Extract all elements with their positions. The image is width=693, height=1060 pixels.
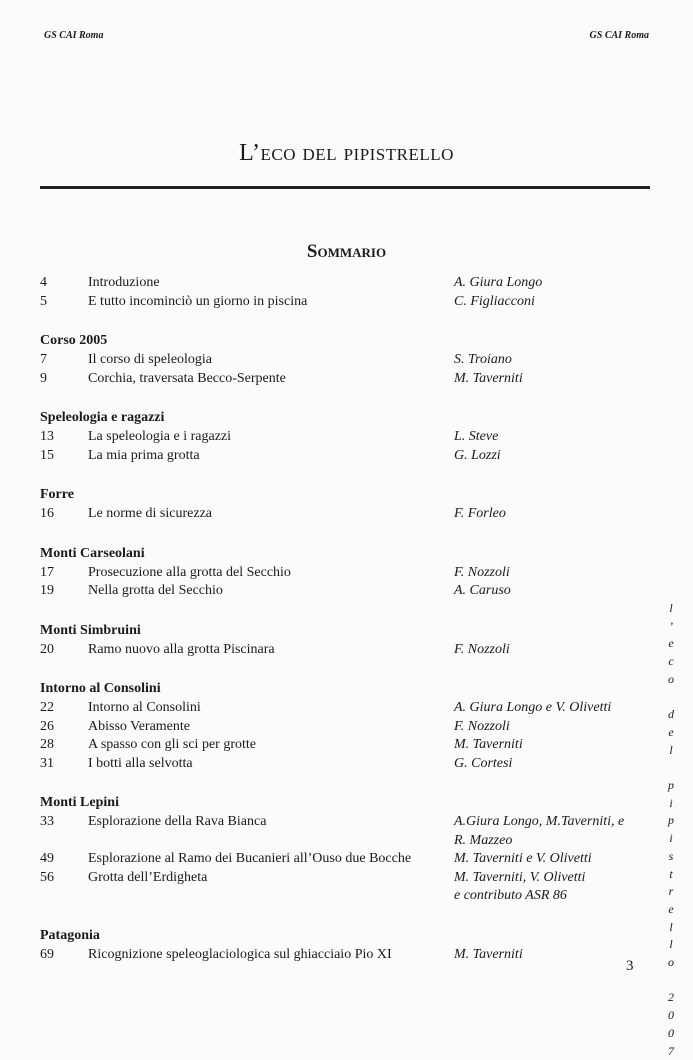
entry-author: A. Giura Longo e V. Olivetti bbox=[454, 700, 612, 715]
toc-entry bbox=[40, 641, 630, 660]
entry-author: G. Cortesi bbox=[454, 755, 513, 771]
entry-title: A spasso con gli sci per grotte bbox=[88, 737, 256, 752]
entry-title: Grotta dell’Erdigheta bbox=[88, 869, 208, 885]
title-rest: eco del pipistrello bbox=[260, 140, 454, 166]
entry-title: Esplorazione al Ramo dei Bucanieri all’Ouso due Bocche bbox=[88, 851, 412, 866]
side-char: o bbox=[668, 671, 674, 686]
page-title bbox=[0, 140, 693, 167]
section-heading: Monti Lepini bbox=[40, 795, 119, 810]
section-heading: Speleologia e ragazzi bbox=[40, 410, 165, 425]
side-char: ’ bbox=[669, 618, 673, 633]
entry-author: M. Taverniti bbox=[454, 370, 523, 386]
toc-entry bbox=[40, 946, 630, 965]
section-heading: Patagonia bbox=[40, 927, 100, 943]
section-heading: Corso 2005 bbox=[40, 333, 108, 348]
entry-author: M. Taverniti bbox=[454, 737, 523, 752]
side-char: l bbox=[669, 937, 673, 952]
entry-title: Corchia, traversata Becco-Serpente bbox=[88, 370, 286, 386]
entry-author: A. Giura Longo bbox=[454, 275, 543, 290]
side-char: s bbox=[668, 848, 674, 863]
entry-author: A.Giura Longo, M.Taverniti, e bbox=[454, 814, 625, 829]
toc-entry bbox=[40, 813, 630, 832]
side-char: c bbox=[668, 654, 674, 669]
entry-title: Le norme di sicurezza bbox=[88, 506, 212, 521]
entry-author: L. Steve bbox=[454, 429, 499, 444]
toc-entry bbox=[40, 351, 630, 370]
subtitle: Sommario bbox=[306, 241, 387, 262]
entry-title: Introduzione bbox=[88, 275, 160, 290]
title-first: L’ bbox=[239, 140, 261, 166]
side-char: 2 bbox=[668, 990, 674, 1005]
toc-entry bbox=[40, 370, 630, 389]
section-heading: Monti Simbruini bbox=[40, 622, 141, 638]
toc-entry bbox=[40, 564, 630, 583]
entry-page: 17 bbox=[40, 564, 54, 580]
entry-page: 20 bbox=[40, 641, 54, 657]
entry-author: C. Figliacconi bbox=[454, 293, 535, 309]
entry-page: 5 bbox=[40, 293, 47, 309]
entry-page: 22 bbox=[40, 700, 54, 715]
toc-entry bbox=[40, 274, 630, 293]
toc-entry bbox=[40, 718, 630, 737]
side-char: 0 bbox=[668, 1008, 674, 1023]
entry-title: Nella grotta del Secchio bbox=[88, 583, 223, 598]
entry-title: Ricognizione speleoglaciologica sul ghiacciaio Pio XI bbox=[88, 946, 392, 962]
entry-title: Ramo nuovo alla grotta Piscinara bbox=[88, 641, 275, 657]
entry-title: La speleologia e i ragazzi bbox=[88, 429, 232, 444]
section-heading: Monti Carseolani bbox=[40, 545, 145, 561]
side-char: l bbox=[669, 742, 673, 757]
entry-page: 49 bbox=[40, 851, 54, 866]
side-char: 7 bbox=[668, 1043, 674, 1058]
entry-title: Abisso Veramente bbox=[88, 718, 190, 734]
entry-title: Intorno al Consolini bbox=[88, 700, 201, 715]
side-char bbox=[664, 759, 678, 777]
side-char: p bbox=[668, 813, 674, 828]
vertical-side-text bbox=[664, 600, 678, 1060]
table-of-contents bbox=[40, 274, 630, 964]
entry-author: F. Forleo bbox=[454, 506, 506, 521]
entry-page: 4 bbox=[40, 275, 47, 290]
entry-page: 28 bbox=[40, 737, 54, 752]
side-char: i bbox=[669, 795, 673, 810]
header-left: GS CAI Roma bbox=[44, 30, 104, 41]
entry-page: 33 bbox=[40, 814, 54, 829]
entry-title: Il corso di speleologia bbox=[88, 352, 213, 367]
entry-page: 13 bbox=[40, 429, 54, 444]
entry-author: F. Nozzoli bbox=[454, 718, 510, 734]
section-heading: Intorno al Consolini bbox=[40, 681, 161, 696]
side-char: o bbox=[668, 955, 674, 970]
side-char: p bbox=[668, 778, 674, 793]
entry-page: 69 bbox=[40, 946, 54, 962]
entry-page: 9 bbox=[40, 370, 47, 386]
side-char: e bbox=[668, 724, 674, 739]
entry-page: 7 bbox=[40, 352, 47, 367]
side-char: i bbox=[669, 831, 673, 846]
toc-entry bbox=[40, 582, 630, 601]
toc-entry bbox=[40, 293, 630, 312]
side-char: r bbox=[668, 884, 674, 899]
entry-author: F. Nozzoli bbox=[454, 564, 510, 580]
entry-page: 31 bbox=[40, 755, 54, 771]
side-char: 0 bbox=[668, 1025, 674, 1040]
side-char: e bbox=[668, 636, 674, 651]
entry-author-continued: e contributo ASR 86 bbox=[454, 888, 567, 903]
entry-title: La mia prima grotta bbox=[88, 447, 200, 463]
section-heading: Forre bbox=[40, 487, 74, 502]
title-rule bbox=[40, 186, 650, 189]
side-char: l bbox=[669, 601, 673, 615]
entry-author: S. Troiano bbox=[454, 352, 512, 367]
side-char: t bbox=[669, 866, 673, 881]
entry-author: M. Taverniti, V. Olivetti bbox=[454, 869, 586, 885]
entry-author: M. Taverniti bbox=[454, 946, 523, 962]
entry-author-continued: R. Mazzeo bbox=[454, 832, 513, 848]
entry-title: Prosecuzione alla grotta del Secchio bbox=[88, 564, 291, 580]
toc-entry bbox=[40, 755, 630, 774]
toc-entry-continuation bbox=[40, 832, 630, 851]
header-right: GS CAI Roma bbox=[589, 30, 649, 41]
side-char: l bbox=[669, 919, 673, 934]
entry-author: M. Taverniti e V. Olivetti bbox=[454, 851, 592, 866]
entry-page: 19 bbox=[40, 583, 54, 598]
toc-entry-continuation bbox=[40, 887, 630, 906]
toc-entry bbox=[40, 428, 630, 447]
toc-entry bbox=[40, 869, 630, 888]
entry-page: 15 bbox=[40, 447, 54, 463]
entry-page: 56 bbox=[40, 869, 54, 885]
toc-entry bbox=[40, 699, 630, 718]
toc-entry bbox=[40, 505, 630, 524]
entry-page: 26 bbox=[40, 718, 54, 734]
side-char: e bbox=[668, 901, 674, 916]
entry-author: G. Lozzi bbox=[454, 447, 501, 463]
side-char: d bbox=[668, 707, 674, 722]
toc-entry bbox=[40, 447, 630, 466]
entry-title: I botti alla selvotta bbox=[88, 755, 193, 771]
side-char bbox=[664, 972, 678, 990]
page-number: 3 bbox=[626, 958, 634, 974]
side-char bbox=[664, 689, 678, 707]
entry-title: E tutto incominciò un giorno in piscina bbox=[88, 293, 308, 309]
entry-title: Esplorazione della Rava Bianca bbox=[88, 814, 267, 829]
entry-author: F. Nozzoli bbox=[454, 641, 510, 657]
toc-entry bbox=[40, 850, 630, 869]
entry-author: A. Caruso bbox=[454, 583, 511, 598]
running-header bbox=[44, 26, 649, 44]
toc-entry bbox=[40, 736, 630, 755]
entry-page: 16 bbox=[40, 506, 54, 521]
